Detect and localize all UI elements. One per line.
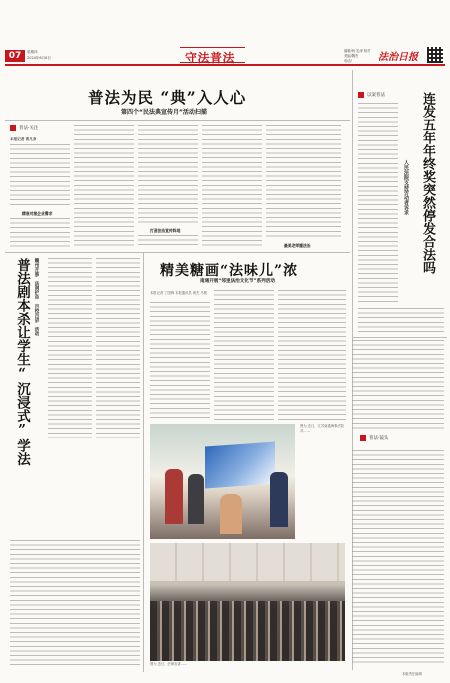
lead-body-col-4: [202, 125, 262, 248]
photo-students: [150, 601, 345, 661]
left-story-subheadline: 赣州开展“法润护苗 百校百讲”活动: [34, 258, 39, 336]
qr-code-icon: [427, 47, 443, 63]
masthead-logo: 法治日报: [378, 52, 418, 63]
right-story-body-col-2: [358, 308, 444, 333]
lead-body-col-3: [138, 125, 198, 225]
date-line-2: 2024年6月6日: [27, 56, 51, 60]
lead-body-col-1: [10, 144, 70, 208]
lead-body-col-5: [266, 125, 341, 240]
lead-body-col-1b: [10, 218, 70, 248]
right-story-subheadline: 人民法院支持劳动者诉求: [403, 160, 409, 215]
feature-body-col-4: [352, 340, 444, 430]
photo-flag: [205, 442, 275, 489]
photo-caption-bottom: 图为 近日，法律宣讲……: [150, 662, 188, 666]
tag-square-icon: [360, 435, 366, 441]
editor-line-1: 编辑/杨 宏涛 校对: [344, 49, 371, 53]
left-story-body-col-1: [48, 258, 92, 438]
photo-person: [270, 472, 288, 527]
photo-crowd: [150, 424, 295, 539]
feature-body-col-1: [150, 302, 210, 420]
right-story-headline: 连发五年年终奖突然停发合法吗: [420, 92, 435, 274]
left-story-headline: 普法剧本杀让学生“沉浸式”学法: [14, 258, 30, 466]
photo-classroom: [150, 543, 345, 661]
photo-tag: 普法·镜头: [360, 435, 388, 441]
feature-byline: 本报记者 丁国锋 本报通讯员 黄杰 马骏: [150, 291, 207, 295]
photo-person: [165, 469, 183, 524]
lead-subhead-3: 最美老师播法治: [284, 243, 311, 248]
lead-subhead-2: 打造法治宣传阵地: [150, 228, 181, 233]
right-lower-col-1: [352, 450, 444, 665]
footer-note: 本版责任编辑: [402, 672, 422, 676]
section-title: 守法普法: [185, 51, 236, 65]
section-title-bar: [180, 47, 245, 63]
date-line-1: 星期四: [27, 50, 38, 54]
right-story-body-col-1: [358, 103, 398, 303]
lead-body-col-2: [74, 125, 134, 248]
feature-headline: 精美糖画“法味儿”浓: [160, 263, 299, 279]
right-story-tag: 以案普法: [358, 92, 385, 98]
feature-body-col-2: [214, 290, 274, 420]
page-number-badge: 07: [5, 50, 25, 62]
feature-subheadline: 南通开展“邻里法治文化节”系列活动: [200, 279, 275, 284]
lead-tag: 普法·关注: [10, 125, 38, 131]
editor-line-3: 电话/: [344, 59, 352, 63]
left-story-body-col-2: [96, 258, 140, 438]
photo-child: [220, 494, 242, 534]
page-header: [0, 0, 450, 72]
tag-square-icon: [358, 92, 364, 98]
photo-wall: [150, 543, 345, 581]
feature-body-col-3: [278, 290, 346, 420]
editor-line-2: 美编/魏杰: [344, 54, 359, 58]
tag-square-icon: [10, 125, 16, 131]
photo-person: [188, 474, 204, 524]
left-story-body-col-3: [10, 540, 140, 665]
lead-subheadline: 第四个“民法典宣传月”活动扫描: [121, 109, 207, 116]
lead-headline: 普法为民 “典”入人心: [88, 88, 247, 107]
lead-subhead-1: 精准对接企业需求: [22, 211, 53, 216]
photo-caption-top: 图为 近日，江苏南通海事法院对……: [300, 424, 344, 433]
lead-body-col-3b: [138, 235, 198, 248]
lead-byline: 本报记者 黄凡欢: [10, 137, 37, 141]
